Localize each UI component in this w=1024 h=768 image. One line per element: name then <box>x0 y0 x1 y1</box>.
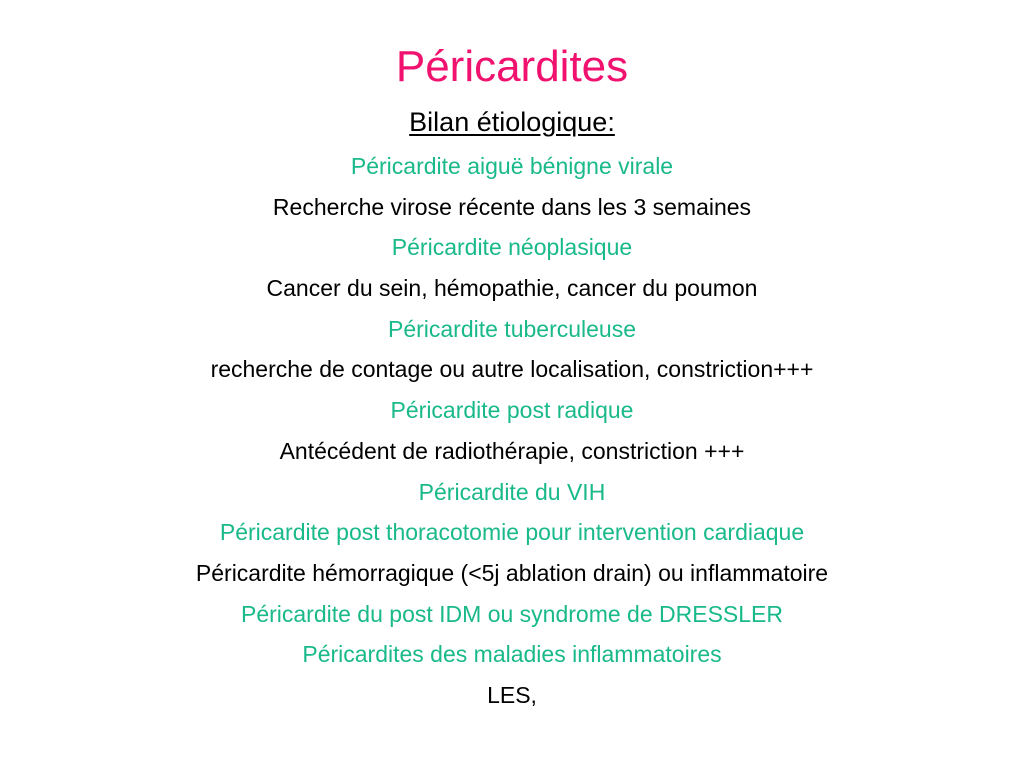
content-line: Péricardite post radique <box>390 397 634 424</box>
slide-title: Péricardites <box>395 42 629 91</box>
content-line: recherche de contage ou autre localisation, constriction+++ <box>210 356 814 383</box>
slide-subtitle: Bilan étiologique: <box>409 107 615 137</box>
content-line: Péricardite néoplasique <box>391 234 633 261</box>
content-line: Péricardite tuberculeuse <box>387 315 637 342</box>
content-line: Péricardite hémorragique (<5j ablation drain) ou inflammatoire <box>195 559 829 586</box>
content-line: Péricardites des maladies inflammatoires <box>302 641 722 668</box>
content-line: Péricardite post thoracotomie pour intervention cardiaque <box>219 519 805 546</box>
content-lines <box>0 146 1024 716</box>
content-line: LES, <box>487 681 537 708</box>
content-line: Péricardite du VIH <box>418 478 606 505</box>
content-line: Péricardite du post IDM ou syndrome de DRESSLER <box>240 600 784 627</box>
content-line: Cancer du sein, hémopathie, cancer du poumon <box>266 275 758 302</box>
content-line: Recherche virose récente dans les 3 semaines <box>272 193 752 220</box>
content-line: Antécédent de radiothérapie, constriction +++ <box>279 437 745 464</box>
content-line: Péricardite aiguë bénigne virale <box>350 153 674 179</box>
